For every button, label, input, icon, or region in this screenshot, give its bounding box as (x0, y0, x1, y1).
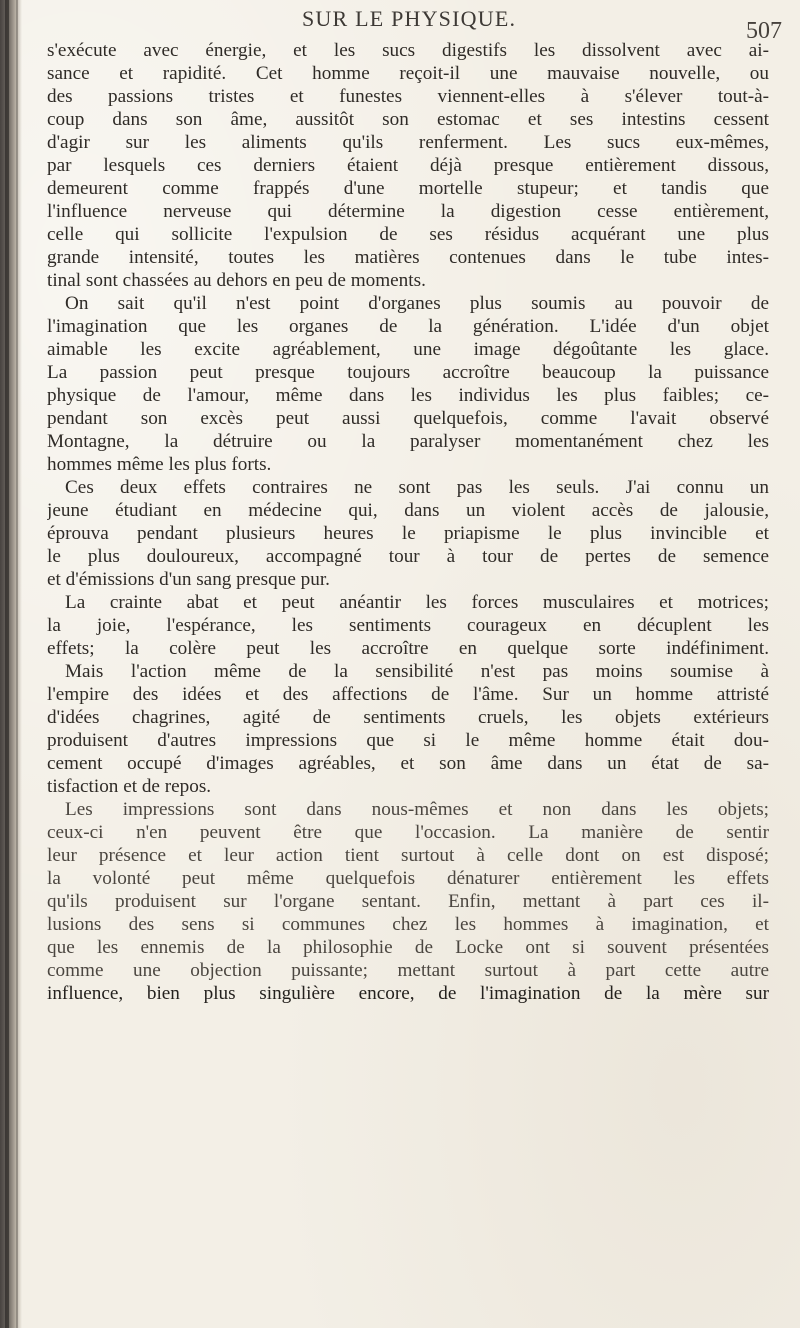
text-line: l'empire des idées et des affections de l'âme. Sur un homme attristé (47, 684, 769, 705)
text-line: La passion peut presque toujours accroître beaucoup la puissance (47, 362, 769, 383)
text-line: hommes même les plus forts. (47, 454, 272, 475)
text-line: produisent d'autres impressions que si le même homme était dou- (47, 730, 769, 751)
text-line: qu'ils produisent sur l'organe sentant. Enfin, mettant à part ces il- (47, 891, 769, 912)
text-line: coup dans son âme, aussitôt son estomac et ses intestins cessent (47, 109, 769, 130)
text-line: La crainte abat et peut anéantir les forces musculaires et motrices; (65, 592, 769, 613)
text-line: jeune étudiant en médecine qui, dans un violent accès de jalousie, (47, 500, 769, 521)
text-line: pendant son excès peut aussi quelquefois, comme l'avait observé (47, 408, 769, 429)
text-line: l'influence nerveuse qui détermine la digestion cesse entièrement, (47, 201, 769, 222)
text-line: par lesquels ces derniers étaient déjà presque entièrement dissous, (47, 155, 769, 176)
text-line: d'agir sur les aliments qu'ils renferment. Les sucs eux-mêmes, (47, 132, 769, 153)
binding-stripe (5, 0, 9, 1328)
text-line: Ces deux effets contraires ne sont pas les seuls. J'ai connu un (65, 477, 769, 498)
text-line: physique de l'amour, même dans les individus les plus faibles; ce- (47, 385, 769, 406)
text-line: le plus douloureux, accompagné tour à tour de pertes de semence (47, 546, 769, 567)
text-line: influence, bien plus singulière encore, de l'imagination de la mère sur (47, 983, 769, 1004)
text-line: On sait qu'il n'est point d'organes plus soumis au pouvoir de (65, 293, 769, 314)
binding-stripe-secondary (16, 0, 18, 1328)
text-line: Montagne, la détruire ou la paralyser momentanément chez les (47, 431, 769, 452)
binding-shadow (0, 0, 22, 1328)
page-number: 507 (746, 18, 782, 44)
text-line: d'idées chagrines, agité de sentiments cruels, les objets extérieurs (47, 707, 769, 728)
text-line: tinal sont chassées au dehors en peu de moments. (47, 270, 426, 291)
text-line: leur présence et leur action tient surtout à celle dont on est disposé; (47, 845, 769, 866)
text-line: des passions tristes et funestes viennent-elles à s'élever tout-à- (47, 86, 769, 107)
text-line: ceux-ci n'en peuvent être que l'occasion. La manière de sentir (47, 822, 769, 843)
running-head (0, 4, 800, 44)
text-line: tisfaction et de repos. (47, 776, 212, 797)
text-line: sance et rapidité. Cet homme reçoit-il une mauvaise nouvelle, ou (47, 63, 769, 84)
text-line: celle qui sollicite l'expulsion de ses résidus acquérant une plus (47, 224, 769, 245)
text-line: grande intensité, toutes les matières contenues dans le tube intes- (47, 247, 769, 268)
text-line: que les ennemis de la philosophie de Locke ont si souvent présentées (47, 937, 769, 958)
text-line: l'imagination que les organes de la génération. L'idée d'un objet (47, 316, 769, 337)
text-line: et d'émissions d'un sang presque pur. (47, 569, 330, 590)
body-text (47, 39, 769, 1005)
text-line: lusions des sens si communes chez les hommes à imagination, et (47, 914, 769, 935)
text-line: demeurent comme frappés d'une mortelle stupeur; et tandis que (47, 178, 769, 199)
running-title: SUR LE PHYSIQUE. (302, 6, 517, 31)
text-line: s'exécute avec énergie, et les sucs digestifs les dissolvent avec ai- (47, 40, 769, 61)
text-line: Mais l'action même de la sensibilité n'est pas moins soumise à (65, 661, 769, 682)
text-line: effets; la colère peut les accroître en quelque sorte indéfiniment. (47, 638, 769, 659)
text-line: la volonté peut même quelquefois dénaturer entièrement les effets (47, 868, 769, 889)
text-line: la joie, l'espérance, les sentiments courageux en décuplent les (47, 615, 769, 636)
text-line: Les impressions sont dans nous-mêmes et non dans les objets; (65, 799, 769, 820)
text-line: aimable les excite agréablement, une image dégoûtante les glace. (47, 339, 769, 360)
text-line: cement occupé d'images agréables, et son âme dans un état de sa- (47, 753, 769, 774)
text-line: éprouva pendant plusieurs heures le priapisme le plus invincible et (47, 523, 769, 544)
text-line: comme une objection puissante; mettant surtout à part cette autre (47, 960, 769, 981)
